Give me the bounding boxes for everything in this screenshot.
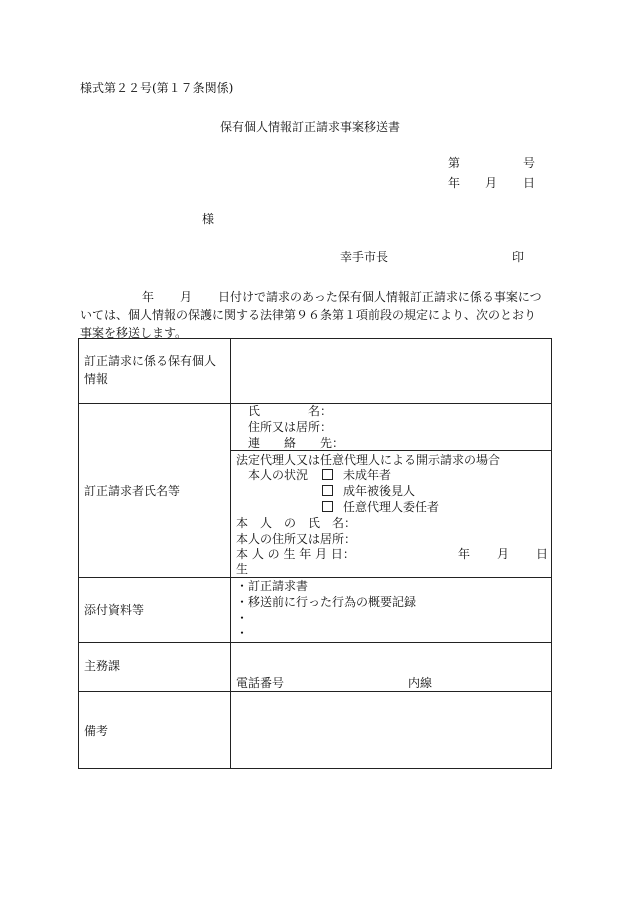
- row-label-requester: 訂正請求者氏名等: [84, 484, 181, 498]
- body-line1: 日付けで請求のあった保有個人情報訂正請求に係る事案につ: [218, 290, 542, 304]
- extension-label: 内線: [408, 676, 433, 690]
- status-option-label: 未成年者: [343, 468, 392, 482]
- body-line2: いては、個人情報の保護に関する法律第９６条第１項前段の規定により、次のとおり: [80, 308, 537, 322]
- table-row-divider: [78, 577, 552, 578]
- principal-status-label: 本人の状況: [248, 468, 309, 482]
- date-year: 年: [448, 176, 461, 190]
- body-paragraph: [80, 288, 552, 342]
- requester-address-label: 住所又は居所：: [248, 420, 333, 434]
- row-label-attachments: 添付資料等: [84, 603, 145, 617]
- form-reference: 様式第２２号(第１７条関係): [80, 81, 234, 95]
- attachment-item: ・: [236, 611, 249, 625]
- date-month: 月: [485, 176, 498, 190]
- body-month: 月: [180, 290, 193, 304]
- row-label-remarks: 備考: [84, 724, 109, 738]
- addressee-honorific: 様: [202, 212, 215, 226]
- attachment-item: ・: [236, 626, 249, 640]
- body-line3: 事案を移送します。: [80, 326, 188, 340]
- checkbox-icon[interactable]: [322, 469, 333, 480]
- row-label-target-info: 訂正請求に係る保有個人情報: [84, 354, 217, 386]
- status-option-delegator[interactable]: [322, 501, 439, 513]
- table-row-divider: [78, 642, 552, 643]
- birth-year-label: 年: [458, 547, 471, 561]
- birth-month-label: 月: [497, 547, 510, 561]
- seal-mark: 印: [512, 250, 525, 264]
- birth-day-label: 日: [536, 547, 549, 561]
- attachment-item: ・移送前に行った行為の概要記録: [236, 595, 417, 609]
- principal-birthdate-label: 本 人 の 生 年 月 日：: [236, 547, 355, 561]
- sender-name: 幸手市長: [340, 250, 389, 264]
- row-label-department: 主務課: [84, 659, 121, 673]
- status-option-adult-ward[interactable]: [322, 485, 415, 497]
- document-number-suffix: 号: [523, 156, 536, 170]
- status-option-label: 成年被後見人: [343, 484, 416, 498]
- phone-label: 電話番号: [236, 676, 285, 690]
- date-day: 日: [523, 176, 536, 190]
- table-subrow-divider: [230, 450, 552, 451]
- checkbox-icon[interactable]: [322, 501, 333, 512]
- principal-name-label: 本 人 の 氏 名：: [236, 516, 357, 530]
- status-option-minor[interactable]: [322, 469, 391, 481]
- requester-contact-label: 連 絡 先：: [248, 436, 345, 450]
- attachment-item: ・訂正請求書: [236, 579, 309, 593]
- body-year: 年: [142, 290, 155, 304]
- document-title: 保有個人情報訂正請求事案移送書: [220, 120, 401, 134]
- principal-address-label: 本人の住所又は居所：: [236, 532, 357, 546]
- checkbox-icon[interactable]: [322, 485, 333, 496]
- birth-wrap-label: 生: [236, 562, 249, 576]
- table-row-divider: [78, 691, 552, 692]
- document-number-prefix: 第: [448, 156, 461, 170]
- requester-name-label: 氏 名：: [248, 404, 333, 418]
- status-option-label: 任意代理人委任者: [343, 500, 440, 514]
- agent-heading: 法定代理人又は任意代理人による開示請求の場合: [236, 453, 501, 467]
